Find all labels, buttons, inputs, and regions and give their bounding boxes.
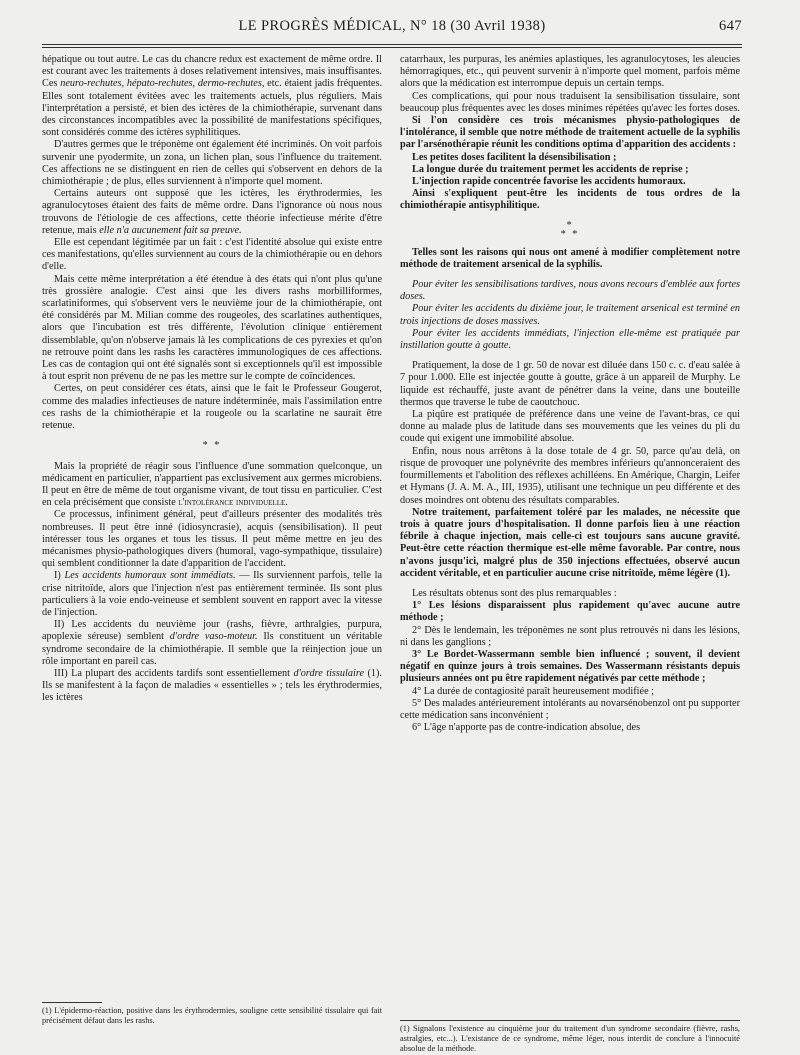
paragraph: L'injection rapide concentrée favorise les accidents humoraux. (412, 176, 686, 188)
header-rule (42, 44, 742, 45)
list-item: 6° L'âge n'apporte pas de contre-indication absolue, des (412, 722, 641, 734)
paragraph (42, 188, 382, 237)
paragraph: Ces complications, qui pour nous traduisent la sensibilisation tissulaire, sont beaucoup plus fréquentes avec les doses minimes répétées qu'avec les fortes doses. (400, 90, 740, 114)
paragraph: Enfin, nous nous arrêtons à la dose totale de 4 gr. 50, parce qu'au delà, on risque de provoquer une polynévrite des membres inférieurs qu'annonceraient des fourmillements et l'abolition des réflexes achilléens. En Amérique, Chargin, Leifer et Hymans (J. A. M. A., III, 1935), utilisant une technique un peu différente et des doses moindres ont obtenu des résultats comparables. (400, 445, 740, 506)
list-item: 1° Les lésions disparaissent plus rapidement qu'avec aucune autre méthode ; (400, 600, 740, 624)
text: hépatique ou tout autre. Le cas du chancre redux est exactement de même ordre. Il est courant avec les traitements à doses relativement intensives, mais insuffisantes. Ces (42, 54, 382, 90)
italic-text: d'ordre vaso-moteur. (169, 631, 258, 643)
text: , etc. étaient jadis fréquentes. Elles sont totalement évitées avec les traitements actuels, plus réguliers. Mais l'interprétation a persisté, et bien des ictères de la chimiothérapie, survenant dans des circonstances incompatibles avec la possibilité de manifestations spécifiques, sont considérés comme des ictères syphilitiques. (42, 78, 383, 139)
paragraph (400, 328, 740, 352)
paragraph: Certes, on peut considérer ces états, ainsi que le fait le Professeur Gougerot, comme des maladies infectieuses de nature indéterminée, mais l'assimilation entre ces rashs de la chimiothérapie et la rougeole ou la scarlatine ne saurait être retenue. (42, 383, 382, 432)
text: III) La plupart des accidents tardifs sont essentiellement (54, 667, 290, 679)
text: Certains auteurs ont supposé que les ictères, les érythrodermies, les agranulocytoses étaient des faits de même ordre. Dans l'ignorance où nous nous trouvons de l'étiologie de ces affections, cette théorie infectieuse mérite d'être retenue, mais (42, 188, 382, 236)
running-header (42, 18, 742, 42)
paragraph (42, 54, 382, 139)
italic-text: d'ordre tissulaire (293, 667, 365, 679)
section-separator: * * * (560, 219, 580, 240)
paragraph (42, 668, 382, 705)
paragraph (400, 279, 740, 303)
paragraph: catarrhaux, les purpuras, les anémies aplastiques, les agranulocytoses, les aleucies hémorragiques, etc., qui peuvent survenir à n'importe quel moment, parfois même alors que la médication est interrompue depuis un certain temps. (400, 54, 740, 90)
text: II) Les accidents du neuvième jour (rashs, fièvre, arthralgies, purpura, apoplexie séreuse) semblent (42, 619, 382, 643)
paragraph: La piqûre est pratiquée de préférence dans une veine de l'avant-bras, ce qui donne au malade plus de latitude dans ses mouvements que les veines du pli du coude qui exigent une immobilité absolue. (400, 409, 740, 445)
paragraph: Notre traitement, parfaitement toléré par les malades, ne nécessite que trois à quatre jours d'hospitalisation. Il donne parfois lieu à une réaction fébrile à chaque injection, mais celle-ci est toujours sans aucune gravité. Peut-être cette réaction thermique est-elle même favorable. Par contre, nous n'avons jusqu'ici, malgré plus de 350 injections effectuées, observé aucun accident véritable, et en particulier aucune crise nitritoïde, même légère (1). (400, 506, 740, 579)
italic-text: Pour éviter les accidents immédiats, l'injection elle-même est pratiquée par instillation goutte à goutte. (400, 327, 740, 352)
footnote-rule (42, 1002, 102, 1003)
paragraph (42, 570, 382, 619)
paragraph: Si l'on considère ces trois mécanismes physio-pathologiques de l'intolérance, il semble que notre méthode de traitement actuelle de la syphilis par l'arsénothérapie réunit les conditions optima d'apparition des accidents : (400, 115, 740, 151)
list-item: 2° Dès le lendemain, les tréponèmes ne sont plus retrouvés ni dans les lésions, ni dans les ganglions ; (400, 624, 740, 648)
right-column (400, 54, 740, 734)
paragraph (42, 619, 382, 668)
journal-title: LE PROGRÈS MÉDICAL, N° 18 (30 Avril 1938) (238, 18, 546, 34)
text: — Ils surviennent parfois, telle la crise nitritoïde, alors que l'injection n'est pas entièrement terminée. Ils sont plus particuliers à la voie endo-veineuse et semblent souvent en rapport avec la vitesse de l'injection. (42, 570, 383, 618)
paragraph: Les petites doses facilitent la désensibilisation ; (412, 151, 617, 163)
italic-text: neuro-rechutes, hépato-rechutes, dermo-rechutes (60, 78, 262, 90)
italic-text: Pour éviter les sensibilisations tardives, nous avons recours d'emblée aux fortes doses. (400, 279, 740, 303)
paragraph: Elle est cependant légitimée par un fait : c'est l'identité absolue qui existe entre ces manifestations, qu'elles surviennent au cours de la chimiothérapie ou en dehors d'elle. (42, 237, 382, 273)
paragraph: Ainsi s'expliquent peut-être les incidents de tous ordres de la chimiothérapie antisyphilitique. (400, 188, 740, 212)
text: (1). Ils se manifestent à la façon de maladies « essentielles » ; tels les érythrodermies, les ictères (42, 667, 382, 704)
paragraph: Telles sont les raisons qui nous ont amené à modifier complètement notre méthode de traitement arsenical de la syphilis. (400, 246, 740, 270)
paragraph: Pratiquement, la dose de 1 gr. 50 de novar est diluée dans 150 c. c. d'eau salée à 7 pour 1.000. Elle est injectée goutte à goutte, grâce à un appareil de Murphy. Le liquide est réchauffé, juste avant de pénétrer dans la veine, dans une bouteille thermos que traverse le tube de caoutchouc. (400, 360, 740, 408)
text: Ils constituent un véritable syndrome secondaire de la chimiothérapie. Il semble que la réinjection joue un rôle important en pareil cas. (42, 631, 382, 667)
footnote-rule (400, 1020, 740, 1021)
paragraph (400, 303, 740, 327)
paragraph: La longue durée du traitement permet les accidents de reprise ; (412, 163, 689, 175)
page-number: 647 (719, 18, 742, 34)
paragraph: D'autres germes que le tréponème ont également été incriminés. On voit parfois survenir une pyodermite, un zona, un lichen plan, sous l'influence du traitement. Ces affections ne se distinguent en rien de celles qui s'observent en dehors de la chimiothérapie ; de plus, elles surviennent à n'importe quel moment. (42, 139, 382, 188)
footnote-right: (1) Signalons l'existence au cinquième jour du traitement d'un syndrome secondaire (fièvre, rashs, astralgies, etc...). L'existance de ce syndrome, même léger, nous interdit de conclure à l'innocuité absolue de la méthode. (400, 1024, 740, 1053)
text: Mais la propriété de réagir sous l'influence d'une sommation quelconque, un médicament en particulier, n'appartient pas exclusivement aux germes microbiens. Il peut en être de même de tout organisme vivant, de tout tissu en particulier. C'est en cela précisément que consiste (42, 460, 382, 509)
paragraph (42, 461, 382, 510)
small-caps-text: l'intolérance individuelle. (178, 497, 288, 509)
list-item: 3° Le Bordet-Wassermann semble bien influencé ; souvent, il devient négatif en quinze jours à trois semaines. Des Wassermann résistants depuis plusieurs années ont pu être rapidement négativés par cette méthode ; (400, 648, 740, 685)
italic-text: Pour éviter les accidents du dixième jour, le traitement arsenical est terminé en trois injections de doses massives. (400, 303, 740, 327)
section-separator: * * (202, 440, 222, 452)
paragraph: Les résultats obtenus sont des plus remarquables : (412, 587, 617, 599)
italic-text: Les accidents humoraux sont immédiats. (64, 570, 236, 582)
text: I) (54, 570, 61, 582)
list-item: 5° Des malades antérieurement intolérants au novarsénobenzol ont pu supporter cette médication sans inconvénient ; (400, 697, 740, 721)
footnote-left: (1) L'épidermo-réaction, positive dans les érythrodermies, souligne cette sensibilité tissulaire qui fait précisément défaut dans les rashs. (42, 1006, 382, 1025)
paragraph: Mais cette même interprétation a été étendue à des états qui n'ont plus qu'une très grossière analogie. C'est ainsi que les divers rashs morbilliformes, scarlatiniformes, qui s'observent vers le neuvième jour de la chimiothérapie, ont été considérés par M. Milian comme des rougeoles, des scarlatines authentiques, alors que l'incubation est très différente, l'évolution clinique entièrement dissemblable, qu'on n'observe jamais là les complications de ces pyrexies et qu'on ne retrouve point dans les rashs les caractères immunologiques de ces affections. Les cas de contagion qui ont été signalés sont si exceptionnels qu'il est impossible à tout esprit non prévenu de ne pas les mettre sur le compte de coïncidences. (42, 273, 382, 383)
list-item: 4° La durée de contagiosité paraît heureusement modifiée ; (412, 685, 655, 697)
header-rule-2 (42, 47, 742, 48)
left-column (42, 54, 382, 705)
italic-text: elle n'a aucunement fait sa preuve. (99, 224, 242, 236)
paragraph: Ce processus, infiniment général, peut d'ailleurs présenter des modalités très nombreuses. Il peut être inné (idiosyncrasie), acquis (sensibilisation). Il peut intéresser tous les organes et tous les tissus. Il peut même mettre en jeu des mécanismes physio-pathologiques divers (humoral, vago-sympathique, tissulaire) qui semblent conditionner la date d'apparition de l'accident. (42, 509, 382, 570)
